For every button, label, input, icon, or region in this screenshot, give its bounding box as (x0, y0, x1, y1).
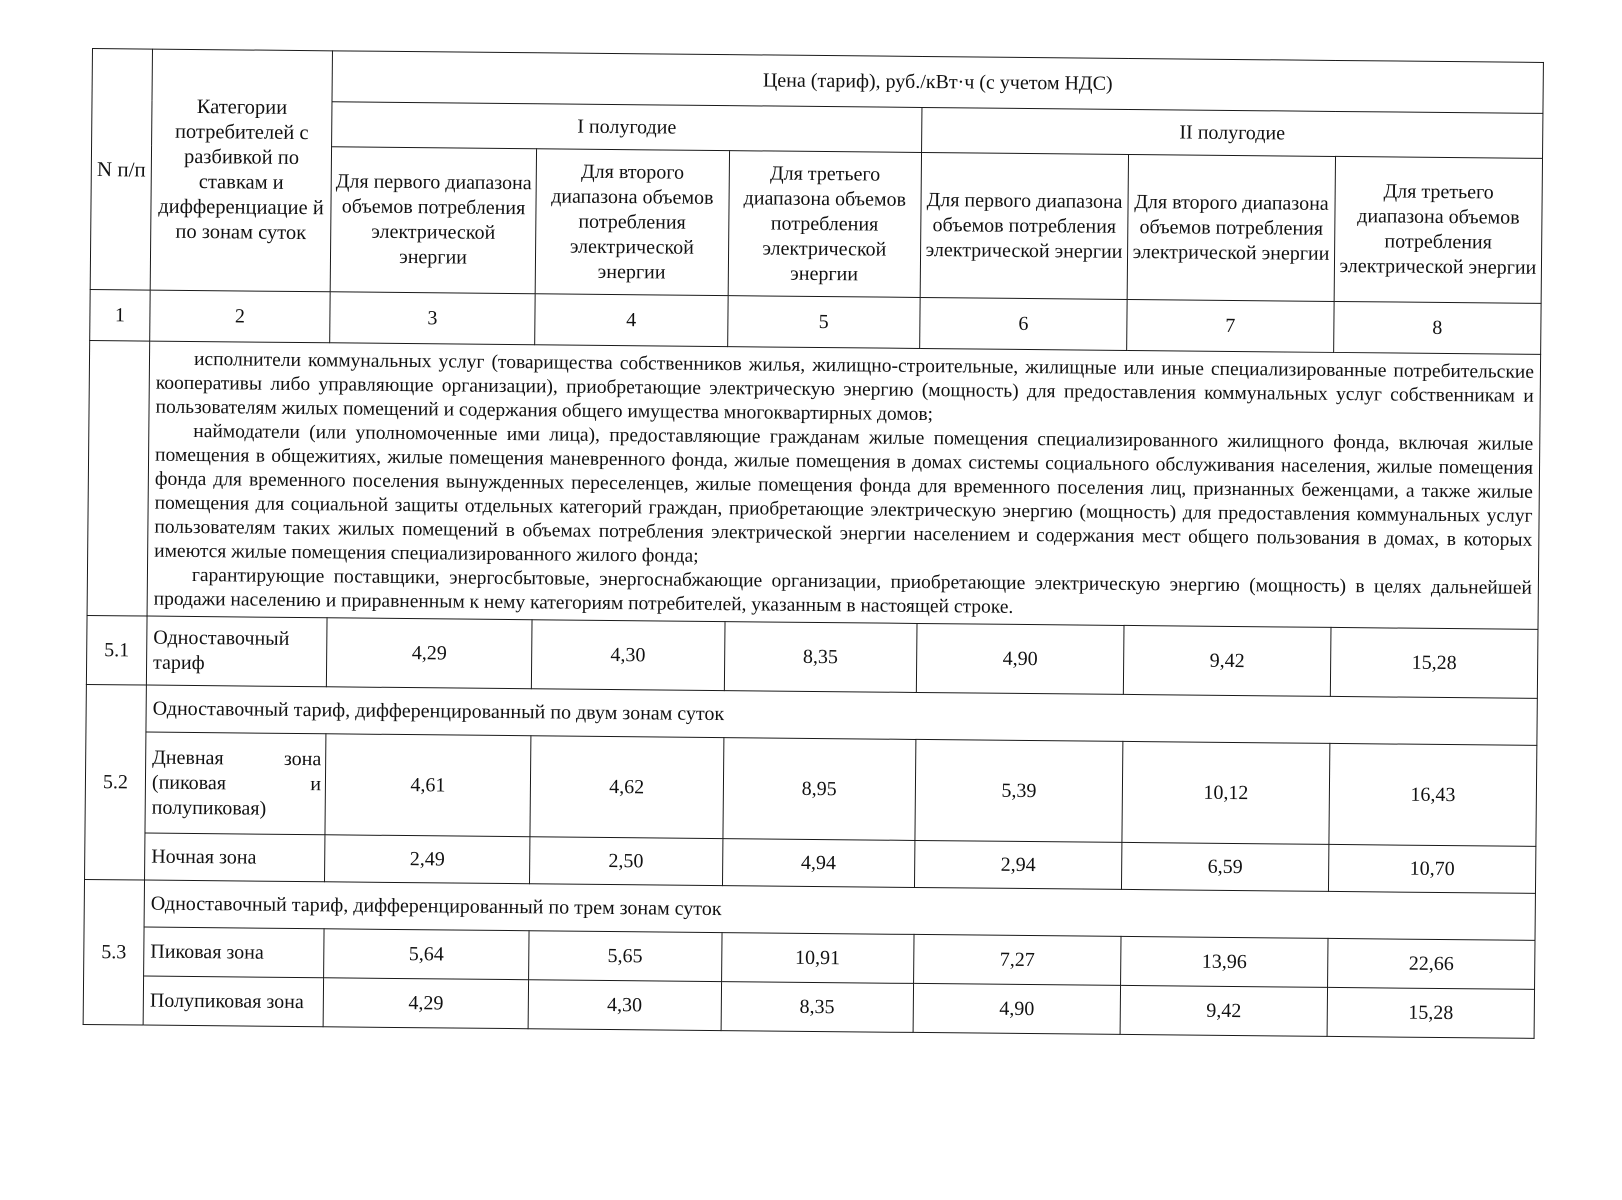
column-number: 3 (330, 292, 535, 345)
row-number: 5.2 (85, 684, 147, 880)
tariff-table (83, 48, 1544, 1039)
tariff-value: 4,90 (913, 983, 1120, 1034)
tariff-value: 4,29 (323, 978, 528, 1029)
column-number: 4 (535, 294, 728, 347)
tariff-value: 2,50 (529, 837, 722, 886)
tariff-value: 13,96 (1121, 936, 1328, 987)
tariff-value: 8,35 (721, 982, 914, 1033)
empty-number-cell (87, 340, 150, 616)
row-label-part: и (310, 772, 322, 795)
row-label-part: (пиковая (151, 771, 227, 794)
description-paragraph: гарантирующие поставщики, энергосбытовые, энергоснабжающие организации, приобретающие электрическую энергию (мощность) в целях дальнейшей продажи населению и приравненным к нему категориям потребителей, указанным в настоящей строке. (153, 564, 1532, 618)
tariff-value: 22,66 (1328, 938, 1535, 989)
column-number: 8 (1334, 301, 1542, 354)
row-label-part: полупиковая) (151, 796, 267, 820)
column-number: 7 (1127, 299, 1334, 352)
header-h1-range-2: Для второго диапазона объемов потребления электрической энергии (535, 149, 729, 296)
tariff-value: 8,95 (722, 738, 915, 841)
tariff-value: 9,42 (1120, 985, 1327, 1036)
consumer-description (147, 341, 1541, 629)
row-label: Полупиковая зона (143, 976, 324, 1027)
tariff-value: 4,62 (530, 736, 723, 839)
tariff-value: 16,43 (1329, 743, 1537, 846)
tariff-value: 4,29 (326, 618, 532, 689)
tariff-value: 2,94 (914, 840, 1121, 889)
header-h2-range-2: Для второго диапазона объемов потребления электрической энергии (1127, 154, 1335, 301)
section-title: Одноставочный тариф, дифференцированный по двум зонам суток (146, 685, 1537, 745)
column-number: 1 (90, 289, 151, 341)
header-half-2: II полугодие (922, 107, 1543, 158)
tariff-value: 4,61 (325, 734, 531, 837)
header-h2-range-3: Для третьего диапазона объемов потребления электрической энергии (1334, 156, 1542, 303)
tariff-value: 6,59 (1121, 842, 1328, 891)
column-number: 5 (727, 296, 920, 349)
tariff-value: 5,64 (324, 929, 529, 980)
tariff-value: 4,30 (531, 620, 724, 691)
description-paragraph: наймодатели (или уполномоченные ими лица), предоставляющие гражданам жилые помещения специализированного жилищного фонда, включая жилые помещения в общежитиях, жилые помещения маневренного фонда, жилые помещения в домах системы социального обслуживания населения, жилые помещения фонда для временного поселения вынужденных переселенцев, жилые помещения фонда для временного поселения лиц, признанных беженцами, а также жилые помещения для социальной защиты отдельных категорий граждан, приобретающие электрическую энергию (мощность) для предоставления коммунальных услуг пользователям таких жилых помещений в объемах потребления электрической энергии населением и содержания мест общего пользования в домах, в которых имеются жилые помещения специализированного жилого фонда; (154, 420, 1534, 567)
tariff-value: 4,90 (916, 623, 1124, 694)
tariff-value: 15,28 (1327, 987, 1534, 1038)
tariff-value: 15,28 (1330, 627, 1538, 698)
row-label: Ночная зона (145, 833, 326, 882)
tariff-value: 8,35 (724, 622, 917, 693)
row-label: Одноставочный тариф (146, 616, 327, 687)
row-label-part: зона (283, 747, 322, 770)
tariff-value: 5,39 (915, 739, 1123, 842)
tariff-value: 10,70 (1328, 844, 1535, 893)
column-number: 6 (920, 297, 1127, 350)
tariff-value: 7,27 (914, 934, 1121, 985)
header-h1-range-1: Для первого диапазона объемов потребления электрической энергии (330, 147, 536, 294)
header-half-1: I полугодие (332, 102, 922, 153)
tariff-value: 10,91 (721, 933, 914, 984)
header-number: N п/п (90, 49, 152, 291)
tariff-value: 4,94 (722, 839, 915, 888)
section-title: Одноставочный тариф, дифференцированный по трем зонам суток (144, 880, 1535, 940)
header-h1-range-3: Для третьего диапазона объемов потребления электрической энергии (728, 151, 922, 298)
tariff-value: 2,49 (325, 835, 530, 884)
tariff-value: 4,30 (528, 980, 721, 1031)
column-number: 2 (150, 290, 331, 343)
header-h2-range-1: Для первого диапазона объемов потребления электрической энергии (920, 152, 1128, 299)
tariff-value: 9,42 (1123, 625, 1331, 696)
row-label-part: Дневная (152, 746, 224, 769)
tariff-value: 5,65 (529, 931, 722, 982)
table-row (85, 731, 1537, 846)
header-category: Категории потребителей с разбивкой по ставкам и дифференциацие й по зонам суток (150, 49, 332, 292)
row-number: 5.3 (83, 879, 144, 1025)
tariff-value: 10,12 (1122, 741, 1330, 844)
row-label: Пиковая зона (144, 927, 325, 978)
description-paragraph: исполнители коммунальных услуг (товарищества собственников жилья, жилищно-строительные, жилищные или иные специализированные потребительские кооперативы либо управляющие организации), приобретающие электрическую энергию (мощность) для предоставления коммунальных услуг собственникам и пользователям жилых помещений и содержания общего имущества многоквартирных домов; (155, 348, 1535, 426)
row-label (145, 732, 326, 835)
row-number: 5.1 (86, 615, 147, 685)
header-price-title: Цена (тариф), руб./кВт·ч (с учетом НДС) (332, 51, 1543, 114)
